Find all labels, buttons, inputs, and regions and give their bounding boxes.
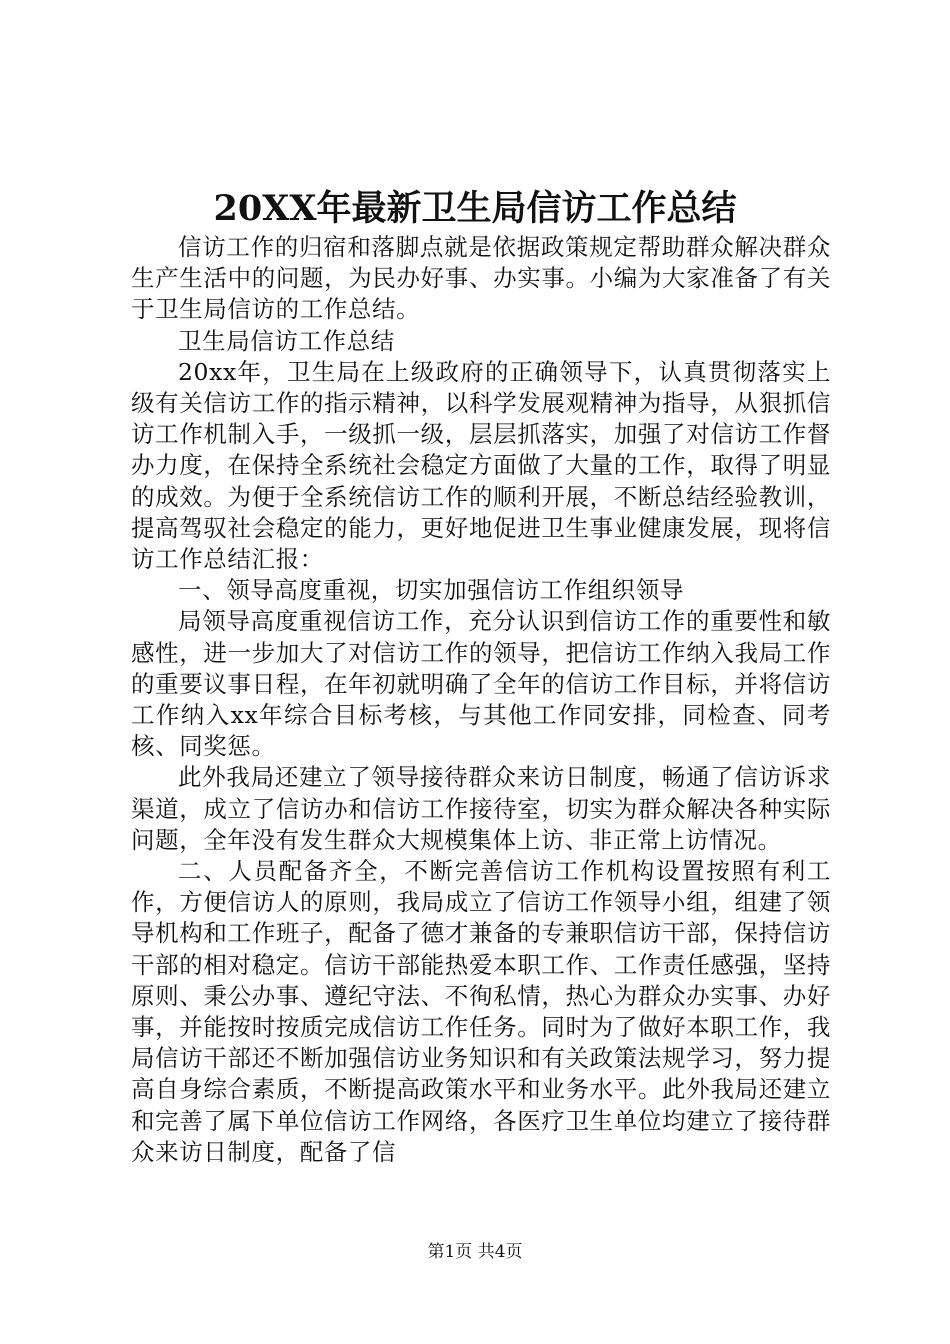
document-body bbox=[131, 232, 831, 1168]
section-heading-1: 一、领导高度重视，切实加强信访工作组织领导 bbox=[178, 576, 685, 605]
paragraph-summary: 20xx年，卫生局在上级政府的正确领导下，认真贯彻落实上级有关信访工作的指示精神，以科学发展观精神为指导，从狠抓信访工作机制入手，一级抓一级，层层抓落实，加强了对信访工作督办力度，在保持全系统社会稳定方面做了大量的工作，取得了明显的成效。为便于全系统信访工作的顺利开展，不断总结经验教训，提高驾驭社会稳定的能力，更好地促进卫生事业健康发展，现将信访工作总结汇报： bbox=[131, 357, 831, 574]
paragraph-reception: 此外我局还建立了领导接待群众来访日制度，畅通了信访诉求渠道，成立了信访办和信访工作接待室，切实为群众解决各种实际问题，全年没有发生群众大规模集体上访、非正常上访情况。 bbox=[131, 763, 831, 854]
paragraph-leadership: 局领导高度重视信访工作，充分认识到信访工作的重要性和敏感性，进一步加大了对信访工作的领导，把信访工作纳入我局工作的重要议事日程，在年初就明确了全年的信访工作目标，并将信访工作纳入xx年综合目标考核，与其他工作同安排，同检查、同考核、同奖惩。 bbox=[131, 607, 831, 761]
paragraph-staffing: 二、人员配备齐全，不断完善信访工作机构设置按照有利工作，方便信访人的原则，我局成立了信访工作领导小组，组建了领导机构和工作班子，配备了德才兼备的专兼职信访干部，保持信访干部的相对稳定。信访干部能热爱本职工作、工作责任感强，坚持原则、秉公办事、遵纪守法、不徇私情，热心为群众办实事、办好事，并能按时按质完成信访工作任务。同时为了做好本职工作，我局信访干部还不断加强信访业务知识和有关政策法规学习，努力提高自身综合素质，不断提高政策水平和业务水平。此外我局还建立和完善了属下单位信访工作网络，各医疗卫生单位均建立了接待群众来访日制度，配备了信 bbox=[131, 857, 831, 1166]
document-title: 20XX年最新卫生局信访工作总结 bbox=[213, 188, 737, 229]
paragraph-subtitle: 卫生局信访工作总结 bbox=[178, 326, 395, 355]
page-number: 第1页 共4页 bbox=[427, 1242, 523, 1262]
paragraph-intro: 信访工作的归宿和落脚点就是依据政策规定帮助群众解决群众生产生活中的问题，为民办好事、办实事。小编为大家准备了有关于卫生局信访的工作总结。 bbox=[131, 233, 831, 324]
